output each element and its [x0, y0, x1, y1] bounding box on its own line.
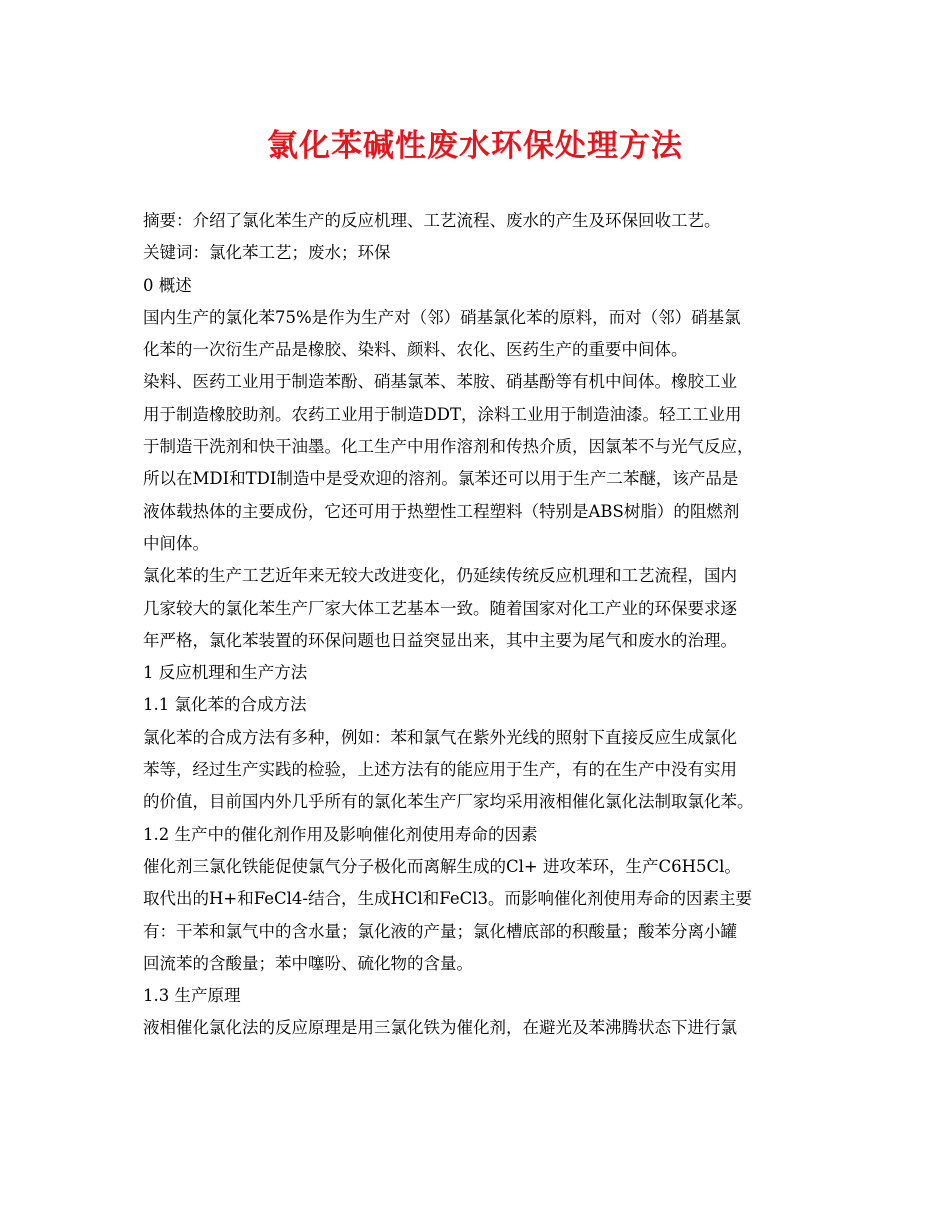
- section-heading-1-1: 1.1 氯化苯的合成方法: [143, 695, 307, 715]
- paragraph-line: 催化剂三氯化铁能促使氯气分子极化而离解生成的Cl+ 进攻苯环，生产C6H5Cl。: [143, 856, 741, 876]
- abstract-line: 摘要：介绍了氯化苯生产的反应机理、工艺流程、废水的产生及环保回收工艺。: [143, 211, 721, 230]
- section-heading-0: 0 概述: [143, 275, 192, 295]
- paragraph-line: 国内生产的氯化苯75%是作为生产对（邻）硝基氯化苯的原料，而对（邻）硝基氯: [143, 307, 741, 327]
- paragraph-line: 取代出的H+和FeCl4-结合，生成HCl和FeCl3。而影响催化剂使用寿命的因素主要: [143, 889, 753, 909]
- paragraph-line: 液相催化氯化法的反应原理是用三氯化铁为催化剂，在避光及苯沸腾状态下进行氯: [143, 1018, 737, 1038]
- section-heading-1: 1 反应机理和生产方法: [143, 663, 308, 683]
- keywords-line: 关键词：氯化苯工艺；废水；环保: [143, 243, 391, 263]
- paragraph-line: 用于制造橡胶助剂。农药工业用于制造DDT，涂料工业用于制造油漆。轻工工业用: [143, 404, 742, 424]
- paragraph-line: 化苯的一次衍生产品是橡胶、染料、颜料、农化、医药生产的重要中间体。: [143, 340, 688, 360]
- paragraph-line: 苯等，经过生产实践的检验，上述方法有的能应用于生产，有的在生产中没有实用: [143, 760, 737, 780]
- paragraph-line: 染料、医药工业用于制造苯酚、硝基氯苯、苯胺、硝基酚等有机中间体。橡胶工业: [143, 372, 737, 392]
- paragraph-line: 于制造干洗剂和快干油墨。化工生产中用作溶剂和传热介质，因氯苯不与光气反应，: [143, 437, 754, 457]
- paragraph-line: 中间体。: [143, 533, 209, 553]
- paragraph-line: 的价值，目前国内外几乎所有的氯化苯生产厂家均采用液相催化氯化法制取氯化苯。: [143, 792, 754, 812]
- paragraph-line: 几家较大的氯化苯生产厂家大体工艺基本一致。随着国家对化工产业的环保要求逐: [143, 598, 737, 618]
- section-heading-1-2: 1.2 生产中的催化剂作用及影响催化剂使用寿命的因素: [143, 824, 538, 844]
- paragraph-line: 年严格，氯化苯装置的环保问题也日益突显出来，其中主要为尾气和废水的治理。: [143, 630, 737, 650]
- paragraph-line: 氯化苯的生产工艺近年来无较大改进变化，仍延续传统反应机理和工艺流程，国内: [143, 566, 737, 586]
- document-body: [143, 205, 833, 1045]
- paragraph-line: 有：干苯和氯气中的含水量；氯化液的产量；氯化槽底部的积酸量；酸苯分离小罐: [143, 921, 737, 941]
- paragraph-line: 所以在MDI和TDI制造中是受欢迎的溶剂。氯苯还可以用于生产二苯醚，该产品是: [143, 469, 739, 489]
- paragraph-line: 氯化苯的合成方法有多种，例如：苯和氯气在紫外光线的照射下直接反应生成氯化: [143, 727, 737, 747]
- paragraph-line: 液体载热体的主要成份，它还可用于热塑性工程塑料（特别是ABS树脂）的阻燃剂: [143, 501, 740, 521]
- paragraph-line: 回流苯的含酸量；苯中噻吩、硫化物的含量。: [143, 953, 473, 973]
- section-heading-1-3: 1.3 生产原理: [143, 986, 241, 1006]
- document-title: 氯化苯碱性废水环保处理方法: [267, 128, 683, 164]
